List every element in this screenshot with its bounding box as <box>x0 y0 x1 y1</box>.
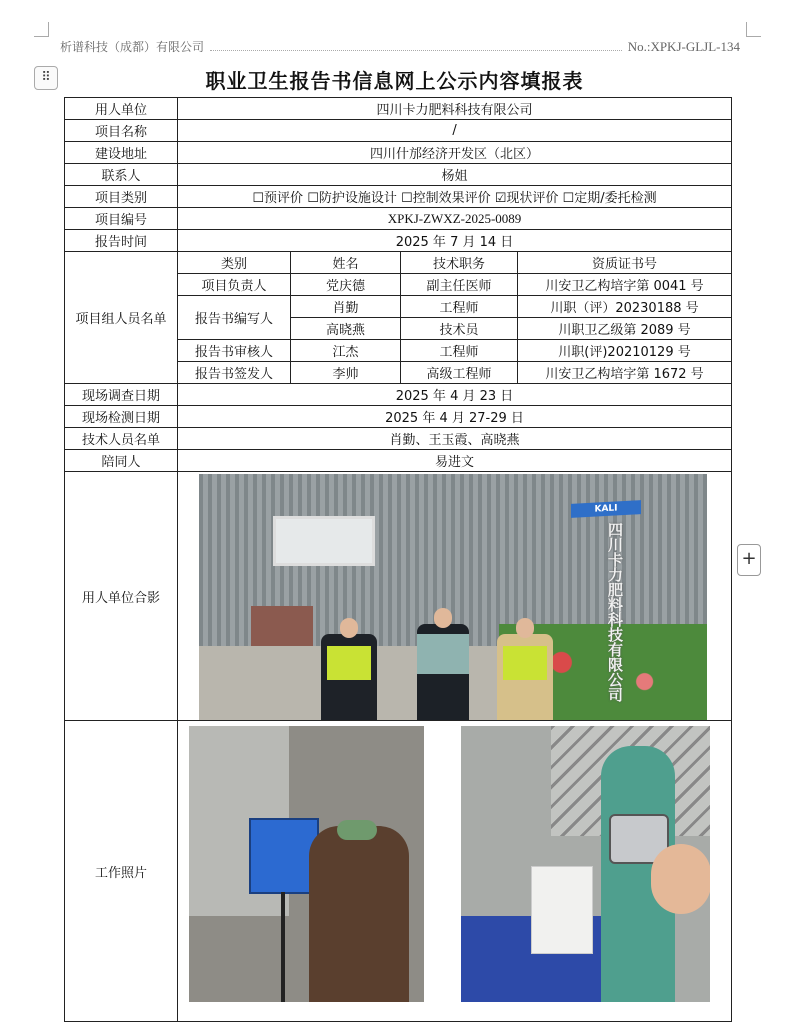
group-photo-cell <box>178 472 732 721</box>
member-title[interactable]: 高级工程师 <box>401 362 518 384</box>
survey-date-label: 现场调查日期 <box>65 384 178 406</box>
product-bag <box>531 866 593 954</box>
contact-value[interactable]: 杨姐 <box>178 164 732 186</box>
member-role[interactable]: 项目负责人 <box>178 274 291 296</box>
row-survey-date <box>65 384 732 406</box>
report-time-value[interactable]: 2025 年 7 月 14 日 <box>178 230 732 252</box>
team-header-cert: 资质证书号 <box>518 252 732 274</box>
report-time-label: 报告时间 <box>65 230 178 252</box>
member-cert[interactable]: 川安卫乙构培字第 0041 号 <box>518 274 732 296</box>
row-contact <box>65 164 732 186</box>
company-wall-lettering: 四川卡力肥料科技有限公司 <box>606 522 624 702</box>
team-header-name: 姓名 <box>291 252 401 274</box>
member-role[interactable]: 报告书签发人 <box>178 362 291 384</box>
employer-value[interactable]: 四川卡力肥料科技有限公司 <box>178 98 732 120</box>
row-escort <box>65 450 732 472</box>
member-cert[interactable]: 川职卫乙级第 2089 号 <box>518 318 732 340</box>
member-name[interactable]: 李帅 <box>291 362 401 384</box>
add-row-button[interactable]: + <box>737 544 761 576</box>
page-corner-mark <box>34 22 49 37</box>
row-project-type <box>65 186 732 208</box>
work-photos-cell <box>178 721 732 1022</box>
worker <box>309 826 409 1002</box>
member-name[interactable]: 高晓燕 <box>291 318 401 340</box>
info-table <box>64 97 732 1022</box>
group-photo-image[interactable] <box>199 474 707 720</box>
contact-label: 联系人 <box>65 164 178 186</box>
team-header-role: 类别 <box>178 252 291 274</box>
member-title[interactable]: 工程师 <box>401 296 518 318</box>
company-logo-sign: KALI <box>571 500 641 518</box>
tripod <box>281 892 285 1002</box>
table-move-handle-icon[interactable]: ⠿ <box>34 66 58 90</box>
row-report-time <box>65 230 732 252</box>
row-project-name <box>65 120 732 142</box>
row-address <box>65 142 732 164</box>
survey-date-value[interactable]: 2025 年 4 月 23 日 <box>178 384 732 406</box>
member-title[interactable]: 技术员 <box>401 318 518 340</box>
row-group-photo <box>65 472 732 721</box>
member-cert[interactable]: 川职(评)20210129 号 <box>518 340 732 362</box>
member-role[interactable]: 报告书审核人 <box>178 340 291 362</box>
member-title[interactable]: 工程师 <box>401 340 518 362</box>
project-no-value[interactable]: XPKJ-ZWXZ-2025-0089 <box>178 208 732 230</box>
header-doc-number: No.:XPKJ-GLJL-134 <box>627 38 740 54</box>
hand <box>651 844 710 914</box>
project-type-label: 项目类别 <box>65 186 178 208</box>
group-photo-label: 用人单位合影 <box>65 472 178 721</box>
page-header <box>60 38 740 55</box>
project-name-label: 项目名称 <box>65 120 178 142</box>
work-photo-noise-measure[interactable] <box>461 726 710 1002</box>
person-center <box>417 624 469 720</box>
member-name[interactable]: 党庆德 <box>291 274 401 296</box>
project-type-checkboxes[interactable]: ☐预评价 ☐防护设施设计 ☐控制效果评价 ☑现状评价 ☐定期/委托检测 <box>178 186 732 208</box>
row-employer <box>65 98 732 120</box>
page-corner-mark <box>746 22 761 37</box>
work-photo-sampling[interactable] <box>189 726 424 1002</box>
member-name[interactable]: 江杰 <box>291 340 401 362</box>
header-company: 析谱科技（成都）有限公司 <box>60 40 205 54</box>
work-photos-label: 工作照片 <box>65 721 178 1022</box>
team-header-row <box>65 252 732 274</box>
page-title: 职业卫生报告书信息网上公示内容填报表 <box>205 69 584 93</box>
member-role[interactable]: 报告书编写人 <box>178 296 291 340</box>
row-work-photos <box>65 721 732 1022</box>
building-window <box>273 516 375 566</box>
member-cert[interactable]: 川安卫乙构培字第 1672 号 <box>518 362 732 384</box>
row-test-date <box>65 406 732 428</box>
tech-staff-label: 技术人员名单 <box>65 428 178 450</box>
member-name[interactable]: 肖勤 <box>291 296 401 318</box>
header-leader-dots <box>210 42 622 51</box>
team-label: 项目组人员名单 <box>65 252 178 384</box>
address-value[interactable]: 四川什邡经济开发区（北区） <box>178 142 732 164</box>
project-no-label: 项目编号 <box>65 208 178 230</box>
person-left <box>321 634 377 720</box>
person-right <box>497 634 553 720</box>
row-project-no <box>65 208 732 230</box>
escort-label: 陪同人 <box>65 450 178 472</box>
member-cert[interactable]: 川职（评）20230188 号 <box>518 296 732 318</box>
escort-value[interactable]: 易进文 <box>178 450 732 472</box>
address-label: 建设地址 <box>65 142 178 164</box>
project-name-value[interactable]: / <box>178 120 732 142</box>
row-tech-staff <box>65 428 732 450</box>
test-date-value[interactable]: 2025 年 4 月 27-29 日 <box>178 406 732 428</box>
employer-label: 用人单位 <box>65 98 178 120</box>
tech-staff-value[interactable]: 肖勤、王玉霞、高晓燕 <box>178 428 732 450</box>
member-title[interactable]: 副主任医师 <box>401 274 518 296</box>
test-date-label: 现场检测日期 <box>65 406 178 428</box>
team-header-title: 技术职务 <box>401 252 518 274</box>
